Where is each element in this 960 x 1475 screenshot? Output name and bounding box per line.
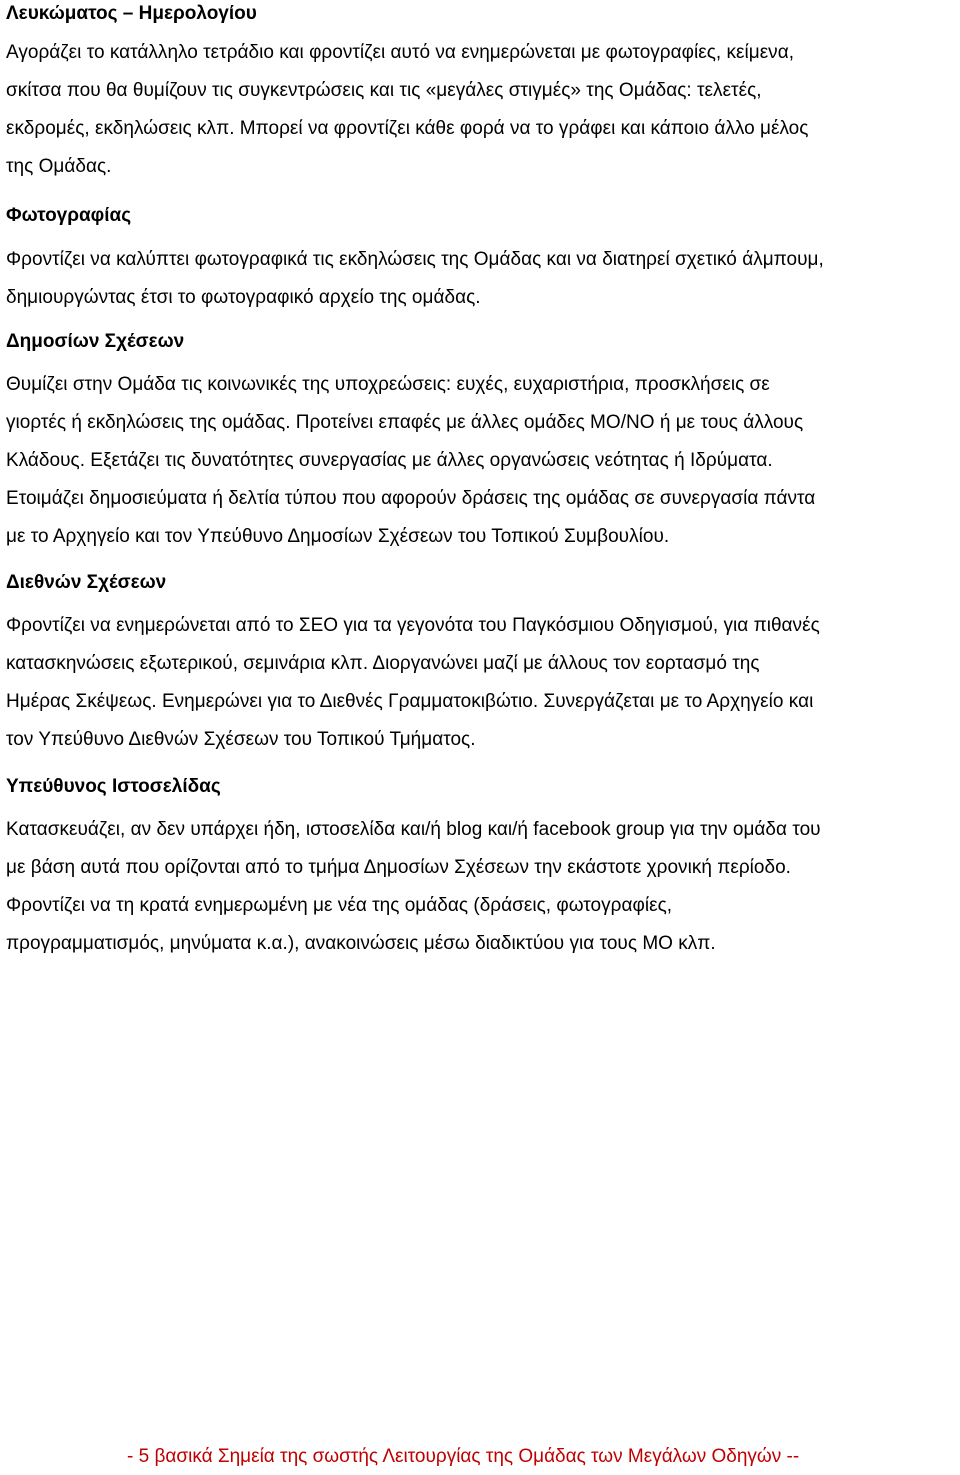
section-body-photography xyxy=(6,241,824,317)
text-line: προγραμματισμός, μηνύματα κ.α.), ανακοινώσεις μέσω διαδικτύου για τους ΜΟ κλπ. xyxy=(6,933,716,954)
text-line: Κλάδους. Εξετάζει τις δυνατότητες συνεργασίας με άλλες οργανώσεις νεότητας ή Ιδρύματα. xyxy=(6,450,773,471)
text-line: σκίτσα που θα θυμίζουν τις συγκεντρώσεις και τις «μεγάλες στιγμές» της Ομάδας: τελετές, xyxy=(6,80,762,101)
text-line: Ετοιμάζει δημοσιεύματα ή δελτία τύπου που αφορούν δράσεις της ομάδας σε συνεργασία πάντα xyxy=(6,488,816,509)
section-body-album xyxy=(6,34,808,186)
text-line: Φροντίζει να ενημερώνεται από το ΣΕΟ για τα γεγονότα του Παγκόσμιου Οδηγισμού, για πιθανές xyxy=(6,615,820,636)
section-body-public-relations xyxy=(6,366,815,556)
section-body-international-relations xyxy=(6,607,820,759)
text-line: τον Υπεύθυνο Διεθνών Σχέσεων του Τοπικού Τμήματος. xyxy=(6,729,476,750)
text-line: Κατασκευάζει, αν δεν υπάρχει ήδη, ιστοσελίδα και/ή blog και/ή facebook group για την ομάδα του xyxy=(6,819,821,840)
text-line: Φροντίζει να τη κρατά ενημερωμένη με νέα της ομάδας (δράσεις, φωτογραφίες, xyxy=(6,895,673,916)
text-line: Θυμίζει στην Ομάδα τις κοινωνικές της υποχρεώσεις: ευχές, ευχαριστήρια, προσκλήσεις σε xyxy=(6,374,770,395)
section-title-international-relations: Διεθνών Σχέσεων xyxy=(6,572,167,593)
text-line: δημιουργώντας έτσι το φωτογραφικό αρχείο της ομάδας. xyxy=(6,287,481,308)
text-line: Ημέρας Σκέψεως. Ενημερώνει για το Διεθνές Γραμματοκιβώτιο. Συνεργάζεται με το Αρχηγείο και xyxy=(6,691,814,712)
section-title-photography: Φωτογραφίας xyxy=(6,205,132,226)
text-line: της Ομάδας. xyxy=(6,156,112,177)
section-title-public-relations: Δημοσίων Σχέσεων xyxy=(6,331,185,352)
section-title-album: Λευκώματος – Ημερολογίου xyxy=(6,3,257,24)
section-title-website: Υπεύθυνος Ιστοσελίδας xyxy=(6,776,221,797)
text-line: εκδρομές, εκδηλώσεις κλπ. Μπορεί να φροντίζει κάθε φορά να το γράφει και κάποιο άλλο μέλος xyxy=(6,118,809,139)
text-line: κατασκηνώσεις εξωτερικού, σεμινάρια κλπ. Διοργανώνει μαζί με άλλους τον εορτασμό της xyxy=(6,653,760,674)
text-line: Αγοράζει το κατάλληλο τετράδιο και φροντίζει αυτό να ενημερώνεται με φωτογραφίες, κείμενα, xyxy=(6,42,795,63)
text-line: με βάση αυτά που ορίζονται από το τμήμα Δημοσίων Σχέσεων την εκάστοτε χρονική περίοδο. xyxy=(6,857,791,878)
page-footer: - 5 βασικά Σημεία της σωστής Λειτουργίας της Ομάδας των Μεγάλων Οδηγών -- xyxy=(127,1446,800,1467)
text-line: γιορτές ή εκδηλώσεις της ομάδας. Προτείνει επαφές με άλλες ομάδες ΜΟ/ΝΟ ή με τους άλλους xyxy=(6,412,804,433)
text-line: με το Αρχηγείο και τον Υπεύθυνο Δημοσίων Σχέσεων του Τοπικού Συμβουλίου. xyxy=(6,526,670,547)
section-body-website xyxy=(6,811,821,963)
text-line: Φροντίζει να καλύπτει φωτογραφικά τις εκδηλώσεις της Ομάδας και να διατηρεί σχετικό άλμπουμ, xyxy=(6,249,824,270)
